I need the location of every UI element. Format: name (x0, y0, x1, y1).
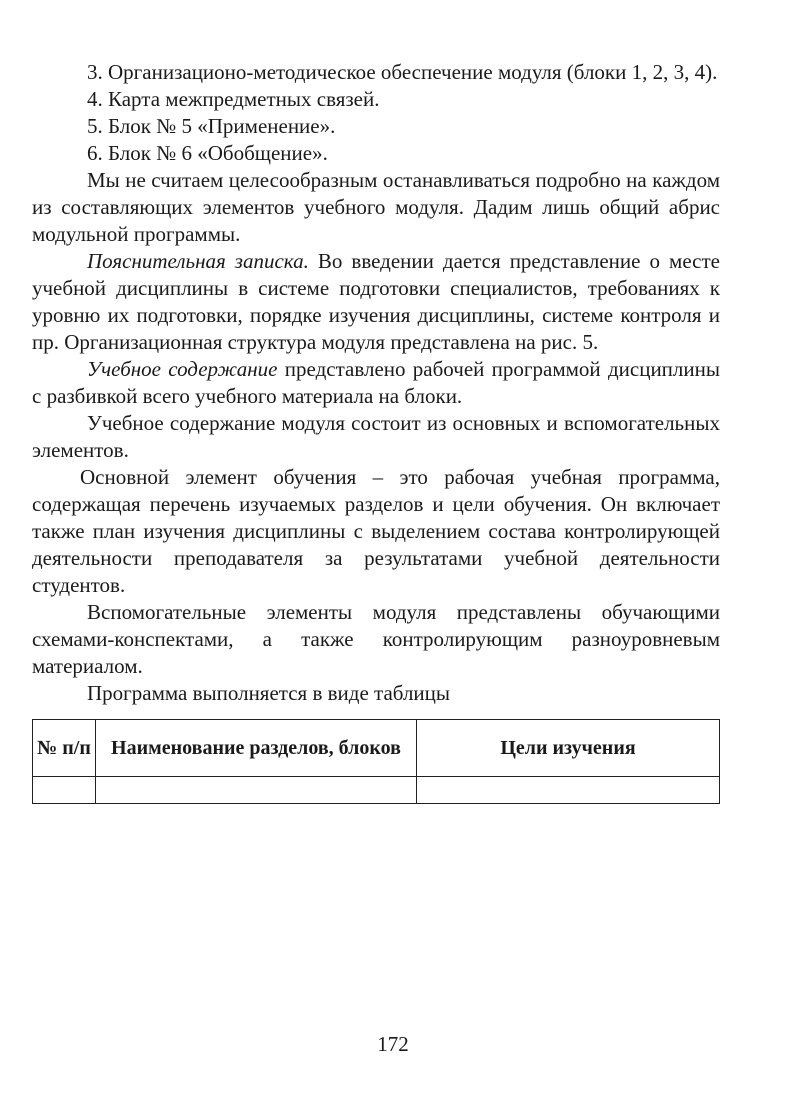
header-sections: Наименование разделов, блоков (96, 720, 417, 777)
paragraph-aux-elements: Вспомогательные элементы модуля представлены обучающими схемами-конспектами, а также контролирующим разноуровневым материалом. (32, 600, 720, 678)
table-cell (417, 777, 720, 804)
paragraph-main-element: Основной элемент обучения – это рабочая учебная программа, содержащая перечень изучаемых разделов и цели обучения. Он включает также план изучения дисциплины с выделением состава контролирующей деятельности преподавателя за результатами учебной деятельности студентов. (32, 465, 720, 597)
paragraph-elements: Учебное содержание модуля состоит из основных и вспомогательных элементов. (32, 411, 720, 462)
header-number: № п/п (33, 720, 96, 777)
list-item-4: 4. Карта межпредметных связей. (87, 87, 380, 111)
paragraph-content (32, 356, 720, 410)
table-cell (33, 777, 96, 804)
content-text: представлено рабочей программой дисциплины с разбивкой всего учебного материала на блоки. (32, 357, 720, 408)
page-number: 172 (377, 1032, 409, 1056)
table-cell (96, 777, 417, 804)
paragraph-table-intro: Программа выполняется в виде таблицы (87, 681, 451, 705)
term-content: Учебное содержание (87, 357, 278, 381)
table-row (33, 777, 720, 804)
term-explanatory-note: Пояснительная записка. (87, 249, 309, 273)
paragraph-intro: Мы не считаем целесообразным останавливаться подробно на каждом из составляющих элементов учебного модуля. Дадим лишь общий абрис модульной программы. (32, 168, 720, 246)
explanatory-note-text: Во введении дается представление о месте учебной дисциплины в системе подготовки специалистов, требованиях к уровню их подготовки, порядке изучения дисциплины, системе контроля и пр. Организационная структура модуля представлена на рис. 5. (32, 249, 720, 354)
program-table (32, 719, 720, 804)
header-goals: Цели изучения (417, 720, 720, 777)
table-header-row (33, 720, 720, 777)
list-item-5: 5. Блок № 5 «Применение». (87, 114, 336, 138)
paragraph-explanatory-note (32, 248, 720, 356)
list-item-3: 3. Организационо-методическое обеспечение модуля (блоки 1, 2, 3, 4). (87, 60, 718, 84)
list-item-6: 6. Блок № 6 «Обобщение». (87, 141, 328, 165)
